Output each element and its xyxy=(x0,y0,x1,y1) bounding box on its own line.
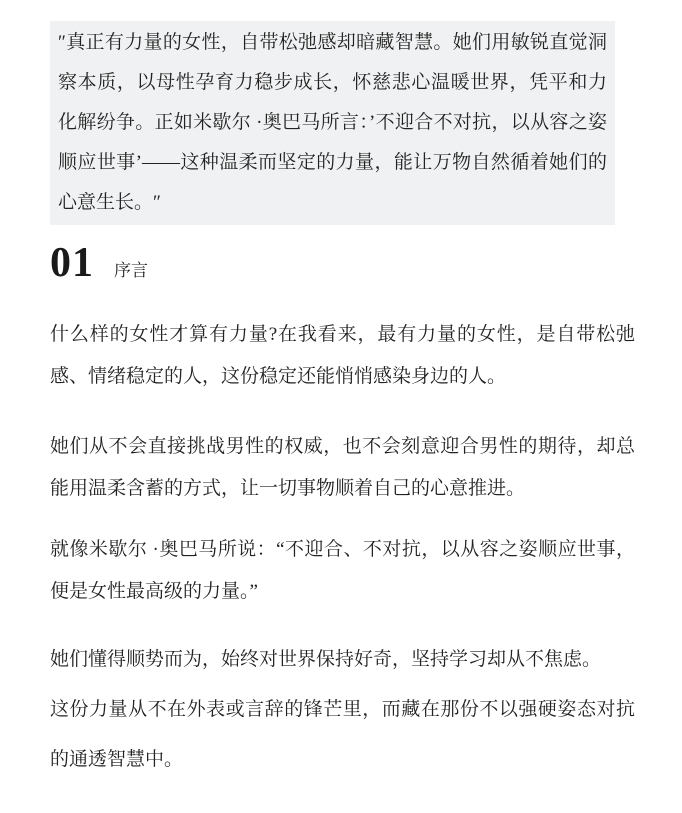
paragraph: 什么样的女性才算有力量?在我看来，最有力量的女性，是自带松弛感、情绪稳定的人，这份稳定还能悄悄感染身边的人。 xyxy=(50,324,635,387)
section-heading xyxy=(50,241,682,285)
article-body xyxy=(50,314,635,785)
section-title: 序言 xyxy=(114,261,148,280)
quote-block: ″真正有力量的女性，自带松弛感却暗藏智慧。她们用敏锐直觉洞察本质，以母性孕育力稳步成长，怀慈悲心温暖世界，凭平和力化解纷争。正如米歇尔 ·奥巴马所言：’不迎合不对抗，以从容之姿顺应世事’——这种温柔而坚定的力量，能让万物自然循着她们的心意生长。″ xyxy=(50,21,615,225)
article-page xyxy=(0,21,682,813)
paragraph: 这份力量从不在外表或言辞的锋芒里，而藏在那份不以强硬姿态对抗的通透智慧中。 xyxy=(50,699,635,770)
paragraph: 她们懂得顺势而为，始终对世界保持好奇，坚持学习却从不焦虑。 xyxy=(50,649,602,670)
section-number: 01 xyxy=(50,240,94,286)
paragraph: 就像米歇尔 ·奥巴马所说：“不迎合、不对抗，以从容之姿顺应世事，便是女性最高级的力量。” xyxy=(50,539,635,602)
paragraph: 她们从不会直接挑战男性的权威，也不会刻意迎合男性的期待，却总能用温柔含蓄的方式，让一切事物顺着自己的心意推进。 xyxy=(50,436,635,499)
